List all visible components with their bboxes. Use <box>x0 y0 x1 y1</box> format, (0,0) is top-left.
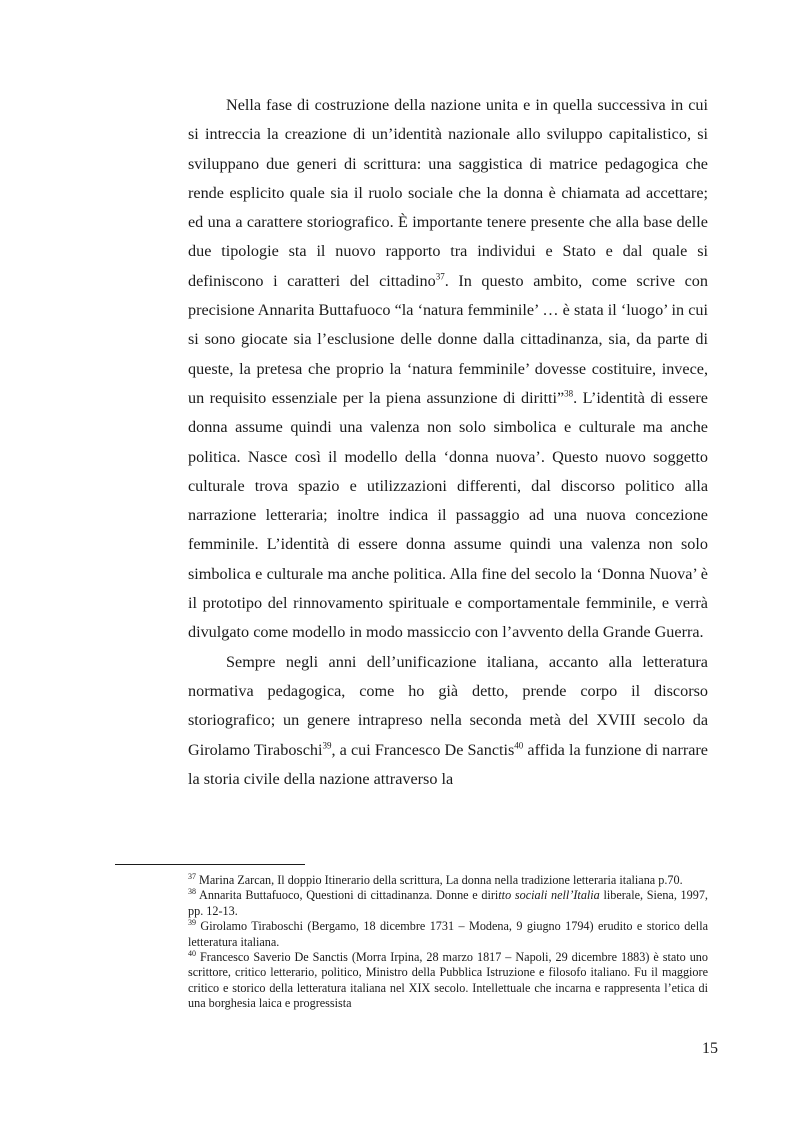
footnote-ref-37[interactable]: 37 <box>435 271 445 282</box>
paragraph-1: Nella fase di costruzione della nazione unita e in quella successiva in cui si intreccia la creazione di un’identità nazionale allo sviluppo capitalistico, si sviluppano due generi di scrittura: una saggistica di matrice pedagogica che rende esplicito quale sia il ruolo sociale che la donna è chiamata ad accettare; ed una a carattere storiografico. È importante tenere presente che alla base delle due tipologie sta il nuovo rapporto tra individui e Stato e dal quale si definiscono i caratteri del cittadino$^{37}$. In questo ambito, come scrive con precisione Annarita Buttafuoco “la ‘natura femminile’ … è stata il ‘luogo’ in cui si sono giocate sia l’esclusione delle donne dalla cittadinanza, sia, da parte di queste, la pretesa che proprio la ‘natura femminile’ dovesse costituire, invece, un requisito essenziale per la piena assunzione di diritti”$^{38}$. L’identità di essere donna assume quindi una valenza non solo simbolica e culturale ma anche politica. Nasce così il modello della ‘donna nuova’. Questo nuovo soggetto culturale trova spazio e utilizzazioni differenti, dal discorso politico alla narrazione letteraria; inoltre indica il passaggio ad una nuova concezione femminile. L’identità di essere donna assume quindi una valenza non solo simbolica e culturale ma anche politica. Alla fine del secolo la ‘Donna Nuova’ è il prototipo del rinnovamento spirituale e comportamentale femminile, e verrà divulgato come modello in modo massiccio con l’avvento della Grande Guerra. <box>188 96 708 642</box>
footnote-number: 40 <box>188 948 196 958</box>
paragraph-2: Sempre negli anni dell’unificazione italiana, accanto alla letteratura normativa pedagogica, come ho già detto, prende corpo il discorso storiografico; un genere intrapreso nella seconda metà del XVIII secolo da Girolamo Tiraboschi$^{39}$, a cui Francesco De Sanctis$^{40}$ affida la funzione di narrare la storia civile della nazione attraverso la <box>188 652 708 788</box>
footnote-38: $^{38}$ Annarita Buttafuoco, Questioni di cittadinanza. Donne e diritto sociali nell’Italia liberale, Siena, 1997, pp. 12-13. <box>188 887 708 918</box>
footnote-ref-40[interactable]: 40 <box>514 740 524 751</box>
footnote-37: $^{37}$ Marina Zarcan, Il doppio Itinerario della scrittura, La donna nella tradizione letteraria italiana p.70. <box>188 871 683 887</box>
footnotes-section <box>188 873 708 1012</box>
footnote-40: $^{40}$ Francesco Saverio De Sanctis (Morra Irpina, 28 marzo 1817 – Napoli, 29 dicembre 1883) è stato uno scrittore, critico letterario, politico, Ministro della Pubblica Istruzione e filosofo italiano. Fu il maggiore critico e storico della letteratura italiana nel XIX secolo. Intellettuale che incarna e rappresenta l’etica di una borghesia laica e progressista <box>188 948 708 1011</box>
footnote-39: $^{39}$ Girolamo Tiraboschi (Bergamo, 18 dicembre 1731 – Modena, 9 giugno 1794) erudito e storico della letteratura italiana. <box>188 918 708 949</box>
footnote-number: 38 <box>188 887 196 897</box>
main-text <box>188 91 708 794</box>
footnote-ref-38[interactable]: 38 <box>564 388 574 399</box>
page-number: 15 <box>702 1040 718 1057</box>
footnote-number: 39 <box>188 918 196 928</box>
footnote-divider <box>115 864 305 865</box>
footnote-number: 37 <box>188 871 196 881</box>
footnote-ref-39[interactable]: 39 <box>322 740 332 751</box>
